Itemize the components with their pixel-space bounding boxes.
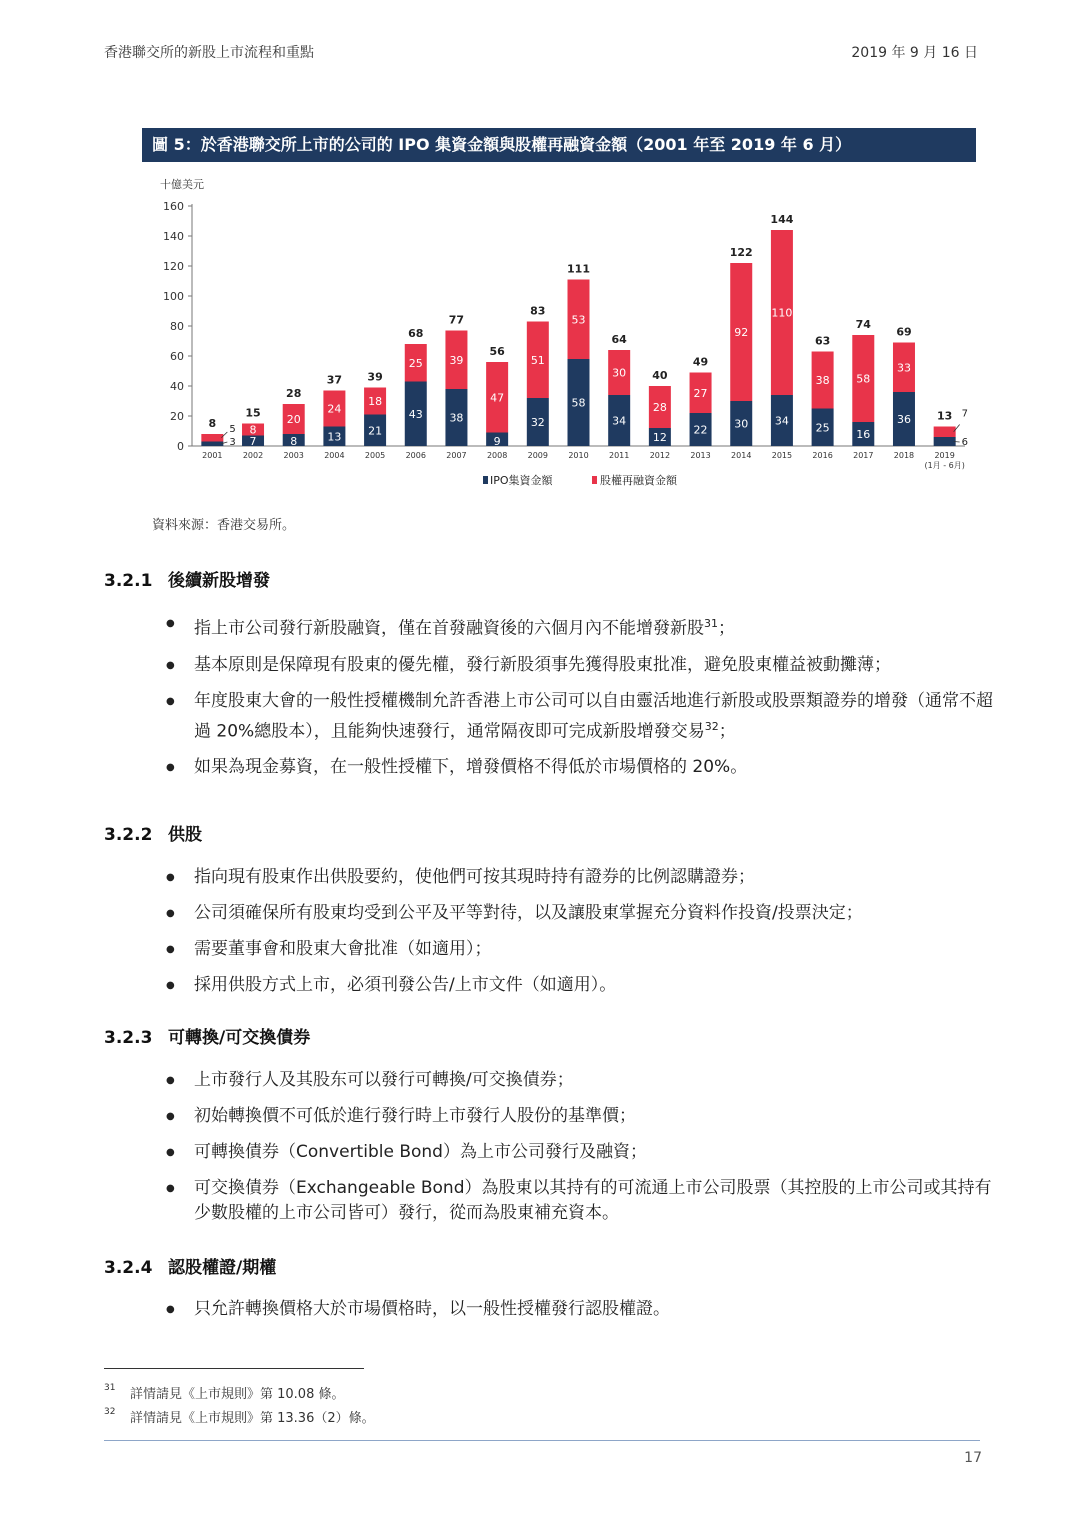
data-label-total: 111 <box>567 262 590 276</box>
legend-label-equity: 股權再融資金額 <box>600 474 677 487</box>
section-heading-3-2-2 <box>104 820 202 845</box>
data-label-equity: 24 <box>327 402 342 416</box>
data-label-ipo: 22 <box>693 423 708 437</box>
x-tick-label: 2009 <box>527 451 548 460</box>
y-tick-label: 160 <box>163 200 184 213</box>
data-label-total: 63 <box>814 334 831 348</box>
data-label-equity: 47 <box>490 391 505 405</box>
x-tick-label: 2002 <box>242 451 264 460</box>
data-label-equity: 18 <box>368 395 383 408</box>
y-tick-label: 80 <box>170 320 184 333</box>
data-label-total: 8 <box>208 417 217 430</box>
y-tick-label: 120 <box>163 260 184 273</box>
data-label-equity: 39 <box>449 353 464 367</box>
list-item: ● 可交換債券（Exchangeable Bond）為股東以其持有的可流通上市公司股票（其控股的上市公司或其持有少數股權的上市公司皆可）發行，從而為股東補充資本。 <box>166 1176 996 1226</box>
bar-ipo <box>201 442 223 447</box>
list-item: ● 年度股東大會的一般性授權機制允許香港上市公司可以自由靈活地進行新股或股票類證券的增發（通常不超過 20%總股本），且能夠快速發行，通常隔夜即可完成新股增發交易$^{32}$； <box>166 689 996 745</box>
legend-label-ipo: IPO集資金額 <box>490 474 553 487</box>
section-title: 後續新股增發 <box>168 571 270 591</box>
data-label-total: 40 <box>652 369 668 382</box>
data-label-ipo: 32 <box>530 416 545 429</box>
stacked-bar-chart <box>140 170 970 500</box>
data-label-equity: 33 <box>896 361 911 375</box>
x-tick-label: 2012 <box>649 451 671 460</box>
data-label-total: 37 <box>326 373 343 387</box>
list-item: ● 可轉換債券（Convertible Bond）為上市公司發行及融資； <box>166 1140 996 1165</box>
x-tick-label: 2001 <box>202 451 223 460</box>
data-label-total: 13 <box>937 409 953 423</box>
list-item: ● 需要董事會和股東大會批准（如適用）； <box>166 937 996 962</box>
x-tick-label: 2017 <box>853 451 874 460</box>
footnote-32 <box>104 1407 375 1426</box>
figure-title: 圖 5：於香港聯交所上市的公司的 IPO 集資金額與股權再融資金額（2001 年至 2019 年 6 月） <box>142 128 976 162</box>
y-tick-label: 0 <box>177 440 184 453</box>
y-axis-label: 十億美元 <box>160 178 204 191</box>
y-tick-label: 60 <box>170 350 184 363</box>
bullet-list-3-2-3 <box>166 1068 996 1226</box>
footnote-number: 31 <box>104 1383 116 1393</box>
data-label-ipo: 30 <box>734 417 749 431</box>
data-label-equity: 53 <box>571 313 586 327</box>
x-tick-note: (1月 - 6月) <box>924 461 965 470</box>
footnote-31 <box>104 1383 344 1402</box>
data-label-equity: 7 <box>961 408 969 420</box>
x-tick-label: 2003 <box>283 451 304 460</box>
data-label-ipo: 3 <box>229 437 236 448</box>
bar-ipo <box>934 437 956 446</box>
data-label-total: 56 <box>489 345 505 358</box>
bullet-list-3-2-4 <box>166 1297 996 1322</box>
x-tick-label: 2005 <box>364 451 386 460</box>
x-tick-label: 2016 <box>812 451 833 460</box>
footnote-divider <box>104 1368 364 1369</box>
data-label-equity: 25 <box>408 356 423 370</box>
x-tick-label: 2013 <box>690 451 711 460</box>
footnote-text: 詳情請見《上市規則》第 10.08 條。 <box>130 1387 345 1402</box>
x-tick-label: 2014 <box>731 451 752 460</box>
section-title: 可轉換/可交換債券 <box>168 1028 311 1048</box>
data-label-total: 83 <box>530 304 546 318</box>
bullet-list-3-2-2 <box>166 865 996 998</box>
x-tick-label: 2011 <box>609 451 630 460</box>
bar-equity-refinancing <box>201 434 223 442</box>
x-tick-label: 2007 <box>446 451 467 460</box>
section-title: 認股權證/期權 <box>168 1258 277 1278</box>
data-label-ipo: 6 <box>961 437 969 448</box>
y-tick-label: 40 <box>170 380 184 393</box>
x-tick-label: 2019 <box>934 451 955 460</box>
footer-divider <box>104 1440 980 1441</box>
data-label-total: 49 <box>692 355 709 369</box>
x-tick-label: 2004 <box>324 451 345 460</box>
data-label-equity: 51 <box>530 353 545 367</box>
data-label-equity: 27 <box>693 386 708 400</box>
section-heading-3-2-4 <box>104 1253 276 1278</box>
section-heading-3-2-3 <box>104 1023 310 1048</box>
data-label-ipo: 34 <box>612 414 627 428</box>
bar-equity-refinancing <box>934 427 956 438</box>
data-label-total: 77 <box>448 313 465 327</box>
figure-source: 資料來源：香港交易所。 <box>152 518 296 533</box>
data-label-total: 144 <box>770 213 794 226</box>
data-label-total: 69 <box>896 325 912 339</box>
data-label-equity: 110 <box>771 306 793 320</box>
header-date: 2019 年 9 月 16 日 <box>851 45 978 61</box>
data-label-ipo: 16 <box>856 428 871 441</box>
header-title: 香港聯交所的新股上市流程和重點 <box>104 45 314 61</box>
data-label-equity: 20 <box>286 413 301 426</box>
data-label-ipo: 25 <box>815 421 830 435</box>
x-tick-label: 2015 <box>771 451 793 460</box>
x-tick-label: 2018 <box>893 451 915 460</box>
section-number: 3.2.3 <box>104 1028 153 1048</box>
footnote-text: 詳情請見《上市規則》第 13.36（2）條。 <box>130 1411 375 1426</box>
data-label-ipo: 21 <box>368 424 383 438</box>
list-item: ● 採用供股方式上市，必須刊發公告/上市文件（如適用）。 <box>166 973 996 998</box>
data-label-total: 74 <box>855 318 871 331</box>
y-tick-label: 140 <box>163 230 184 243</box>
data-label-total: 15 <box>245 406 261 420</box>
data-label-ipo: 13 <box>327 430 342 444</box>
section-title: 供股 <box>168 825 202 845</box>
x-tick-label: 2010 <box>568 451 589 460</box>
data-label-equity: 58 <box>856 372 871 386</box>
page-number: 17 <box>964 1450 982 1466</box>
section-number: 3.2.2 <box>104 825 153 845</box>
list-item: ● 指向現有股東作出供股要約，使他們可按其現時持有證券的比例認購證券； <box>166 865 996 890</box>
data-label-ipo: 12 <box>652 431 667 444</box>
data-label-ipo: 36 <box>896 413 911 426</box>
data-label-ipo: 9 <box>493 435 501 448</box>
data-label-ipo: 38 <box>449 411 464 425</box>
list-item: ● 只允許轉換價格大於市場價格時，以一般性授權發行認股權證。 <box>166 1297 996 1322</box>
leader-line <box>954 442 960 443</box>
data-label-ipo: 8 <box>290 435 298 448</box>
y-tick-label: 100 <box>163 290 184 303</box>
data-label-ipo: 7 <box>249 435 257 448</box>
data-label-equity: 92 <box>734 326 749 339</box>
bullet-list-3-2-1 <box>166 611 996 780</box>
data-label-equity: 5 <box>229 424 236 435</box>
data-label-equity: 38 <box>815 374 830 387</box>
section-number: 3.2.4 <box>104 1258 153 1278</box>
section-heading-3-2-1 <box>104 566 270 591</box>
x-tick-label: 2006 <box>405 451 426 460</box>
legend-swatch-equity <box>592 476 597 484</box>
list-item: ● 初始轉換價不可低於進行發行時上市發行人股份的基準價； <box>166 1104 996 1129</box>
data-label-total: 28 <box>286 387 302 400</box>
x-tick-label: 2008 <box>486 451 508 460</box>
list-item: ● 公司須確保所有股東均受到公平及平等對待，以及讓股東掌握充分資料作投資/投票決定； <box>166 901 996 926</box>
list-item: ● 上市發行人及其股东可以發行可轉換/可交換債券； <box>166 1068 996 1093</box>
legend-swatch-ipo <box>483 476 488 484</box>
data-label-ipo: 34 <box>774 414 789 428</box>
data-label-total: 64 <box>611 333 627 346</box>
list-item: ● 指上市公司發行新股融資，僅在首發融資後的六個月內不能增發新股$^{31}$； <box>166 611 996 642</box>
footnote-number: 32 <box>104 1407 116 1417</box>
y-tick-label: 20 <box>170 410 184 423</box>
data-label-equity: 8 <box>249 423 257 437</box>
list-item: ● 基本原則是保障現有股東的優先權，發行新股須事先獲得股東批准，避免股東權益被動攤薄； <box>166 653 996 678</box>
data-label-equity: 28 <box>652 401 667 414</box>
data-label-total: 122 <box>729 246 753 259</box>
data-label-ipo: 58 <box>571 396 586 410</box>
data-label-ipo: 43 <box>408 407 423 421</box>
list-item: ● 如果為現金募資，在一般性授權下，增發價格不得低於市場價格的 20%。 <box>166 755 996 780</box>
data-label-total: 68 <box>408 327 424 340</box>
data-label-total: 39 <box>367 370 383 384</box>
data-label-equity: 30 <box>612 366 627 380</box>
section-number: 3.2.1 <box>104 571 153 591</box>
